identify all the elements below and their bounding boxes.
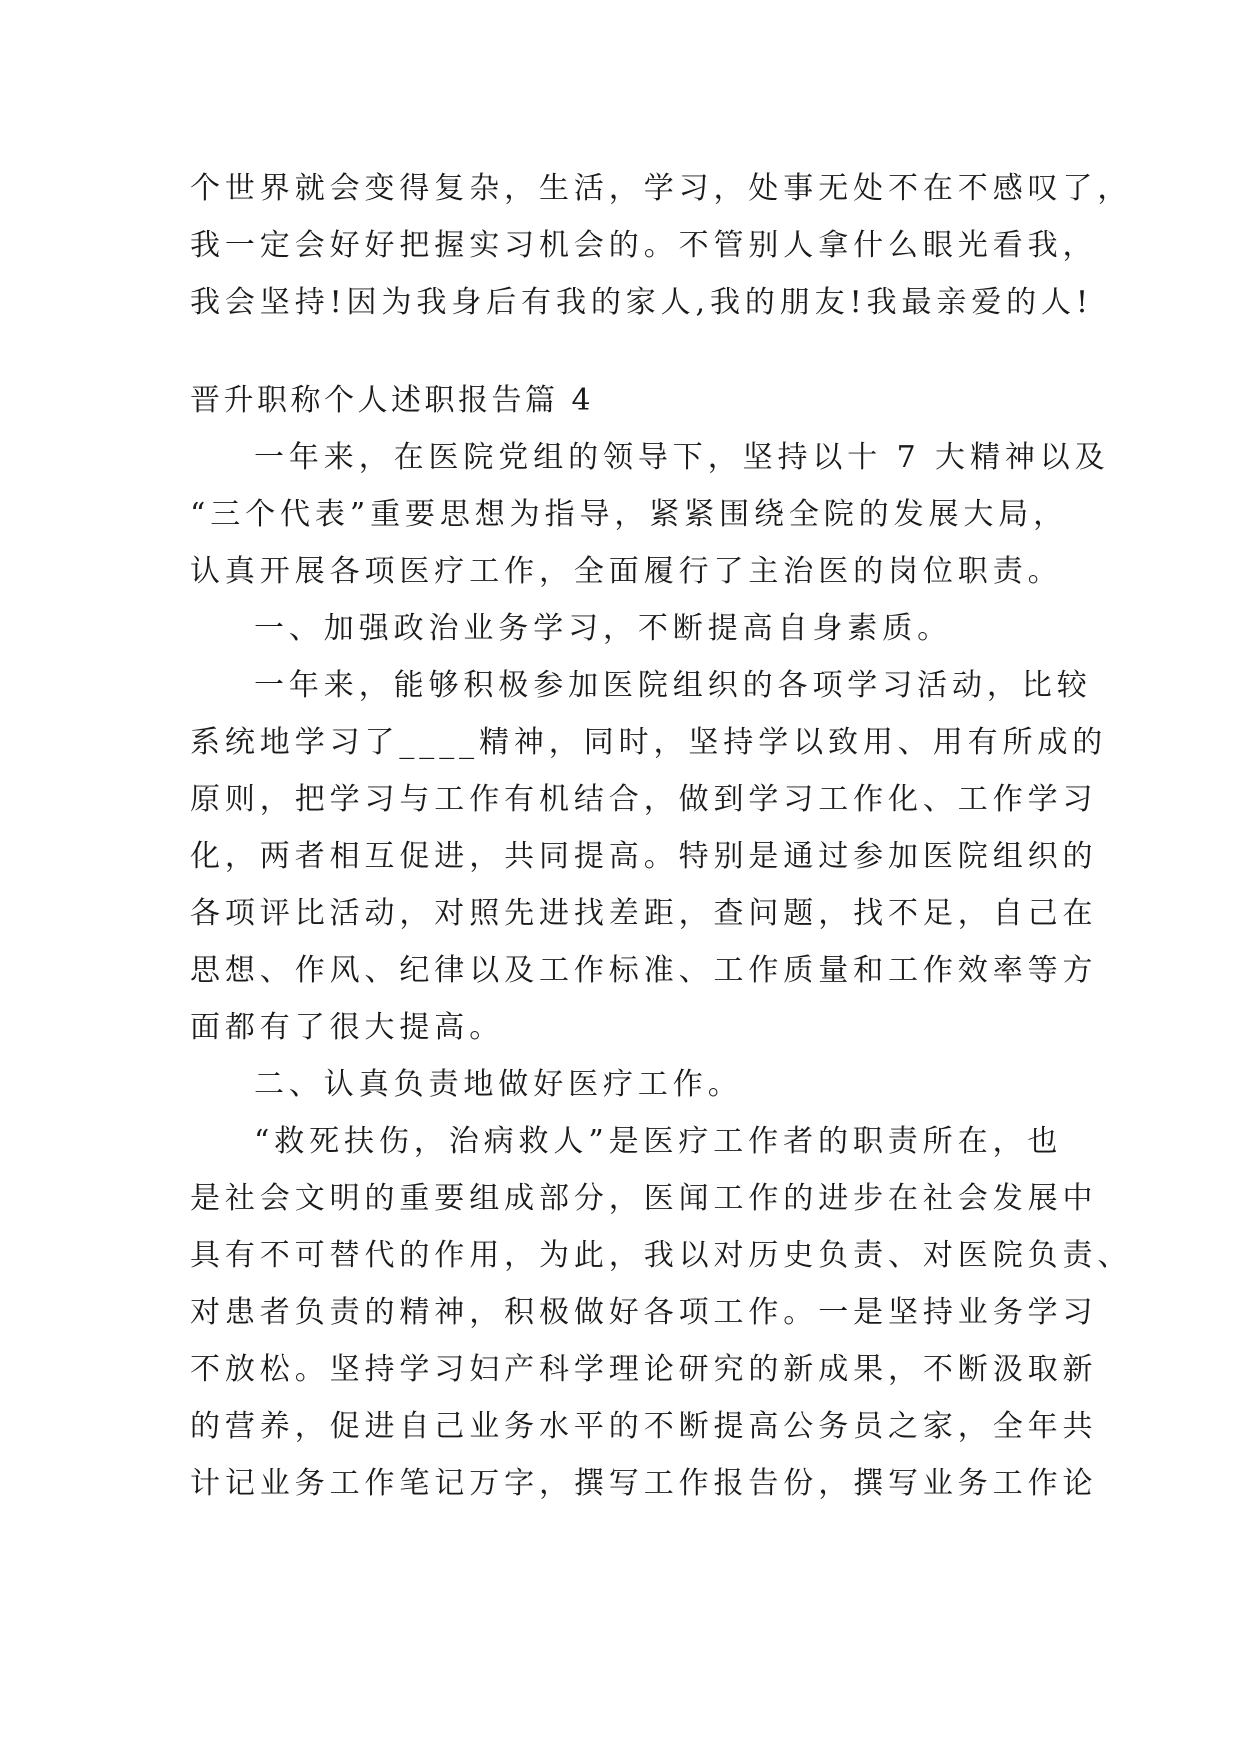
- text-line: 我一定会好好把握实习机会的。不管别人拿什么眼光看我，: [190, 228, 1098, 263]
- text-line: 具有不可替代的作用，为此，我以对历史负责、对医院负责、: [190, 1238, 1133, 1273]
- text-line: 的营养，促进自己业务水平的不断提高公务员之家，全年共: [190, 1409, 1098, 1444]
- text-line: 原则，把学习与工作有机结合，做到学习工作化、工作学习: [190, 782, 1098, 817]
- section-title: 晋升职称个人述职报告篇 4: [190, 383, 595, 418]
- text-line: 化，两者相互促进，共同提高。特别是通过参加医院组织的: [190, 839, 1098, 874]
- paragraph-first-line: 一年来，在医院党组的领导下，坚持以十 7 大精神以及: [254, 440, 1110, 475]
- text-line: 不放松。坚持学习妇产科学理论研究的新成果，不断汲取新: [190, 1352, 1098, 1387]
- document-body: [190, 160, 1133, 1512]
- subsection-heading: 一、加强政治业务学习，不断提高自身素质。: [254, 611, 952, 646]
- text-line: 各项评比活动，对照先进找差距，查问题，找不足，自己在: [190, 896, 1098, 931]
- paragraph-first-line: “救死扶伤，治病救人”是医疗工作者的职责所在，也: [254, 1124, 1063, 1159]
- text-line: 我会坚持!因为我身后有我的家人,我的朋友!我最亲爱的人!: [190, 285, 1093, 320]
- text-line: 是社会文明的重要组成部分，医闻工作的进步在社会发展中: [190, 1181, 1098, 1216]
- text-line: 思想、作风、纪律以及工作标准、工作质量和工作效率等方: [190, 953, 1098, 988]
- paragraph-first-line: 一年来，能够积极参加医院组织的各项学习活动，比较: [254, 668, 1092, 703]
- text-line: 面都有了很大提高。: [190, 1010, 505, 1045]
- text-line: “三个代表”重要思想为指导，紧紧围绕全院的发展大局，: [190, 497, 1069, 532]
- text-line: 计记业务工作笔记万字，撰写工作报告份，撰写业务工作论: [190, 1466, 1098, 1501]
- text-line: 认真开展各项医疗工作，全面履行了主治医的岗位职责。: [190, 554, 1063, 589]
- text-line: 系统地学习了____精神，同时，坚持学以致用、用有所成的: [190, 725, 1108, 760]
- text-line: 个世界就会变得复杂，生活，学习，处事无处不在不感叹了，: [190, 171, 1133, 206]
- text-line: 对患者负责的精神，积极做好各项工作。一是坚持业务学习: [190, 1295, 1098, 1330]
- subsection-heading: 二、认真负责地做好医疗工作。: [254, 1067, 743, 1102]
